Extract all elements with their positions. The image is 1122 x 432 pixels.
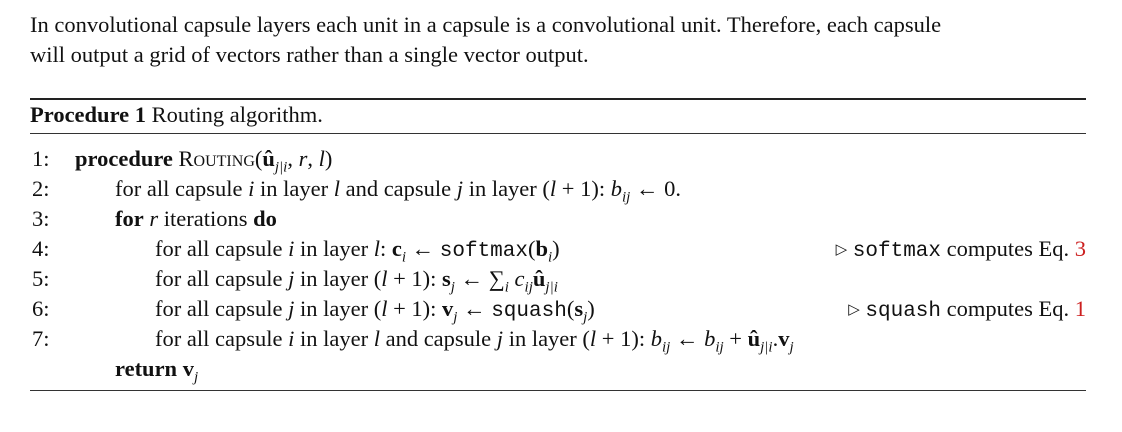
keyword-for: for (115, 206, 144, 231)
equation-reference-link[interactable]: 3 (1074, 236, 1086, 261)
algorithm-line-2 (0, 174, 1122, 204)
line-number: 7: (32, 326, 50, 351)
keyword-do: do (253, 206, 277, 231)
comment-triangle-icon: ▷ (835, 242, 848, 258)
comment-softmax: ▷ softmax computes Eq. 3 (835, 236, 1086, 263)
algorithm-line-6 (0, 294, 1122, 324)
line-number: 5: (32, 266, 50, 291)
line-content: procedure $Routing(û_{j|i}$, r, l) (75, 146, 333, 176)
line-number: 6: (32, 296, 50, 321)
algorithm-line-3 (0, 204, 1122, 234)
algorithm-line-5 (0, 264, 1122, 294)
algorithm-caption-rule (30, 133, 1086, 134)
procedure-title: Routing algorithm. (151, 102, 323, 127)
line-number: 1: (32, 146, 50, 171)
function-squash: squash (491, 300, 567, 323)
line-content: for all capsule i in layer l and capsule j in layer (l + 1): $b_{ij}$ ← $b_{ij}$ + $û_{j|i}.v_j$ (155, 326, 794, 356)
equation-reference-link[interactable]: 1 (1074, 296, 1086, 321)
line-content: for all capsule j in layer (l + 1): $v_j$ ← $squash(s_j)$ (155, 296, 595, 326)
procedure-name: Routing (178, 146, 255, 171)
line-content: return $v_j$ (115, 356, 199, 386)
procedure-label: Procedure 1 (30, 102, 147, 127)
function-softmax: softmax (439, 240, 528, 263)
intro-line-2: will output a grid of vectors rather than a single vector output. (30, 42, 589, 67)
line-content: for all capsule i in layer l and capsule j in layer (l + 1): $b_{ij}$ ← 0. (115, 176, 681, 206)
intro-line-1: In convolutional capsule layers each unit in a capsule is a convolutional unit. Therefore, each capsule (30, 12, 942, 37)
line-content: for all capsule i in layer l: $c_i$ ← $softmax(b_i)$ (155, 236, 560, 266)
line-content: for r iterations do (115, 206, 277, 231)
algorithm-bottom-rule (30, 390, 1086, 391)
comment-squash: ▷ squash computes Eq. 1 (848, 296, 1086, 323)
algorithm-line-4 (0, 234, 1122, 264)
line-content: for all capsule j in layer (l + 1): $s_j$ ← $\sum_i$ $c_{ij}û_{j|i}$ (155, 266, 558, 296)
algorithm-line-1 (0, 144, 1122, 174)
keyword-return: return (115, 356, 178, 381)
algorithm-caption (30, 100, 323, 130)
intro-paragraph (30, 10, 1100, 70)
comment-triangle-icon: ▷ (848, 302, 860, 318)
line-number: 2: (32, 176, 50, 201)
line-number: 3: (32, 206, 50, 231)
line-number: 4: (32, 236, 50, 261)
keyword-procedure: procedure (75, 146, 173, 171)
algorithm-line-7 (0, 324, 1122, 354)
algorithm-line-return (0, 354, 1122, 384)
